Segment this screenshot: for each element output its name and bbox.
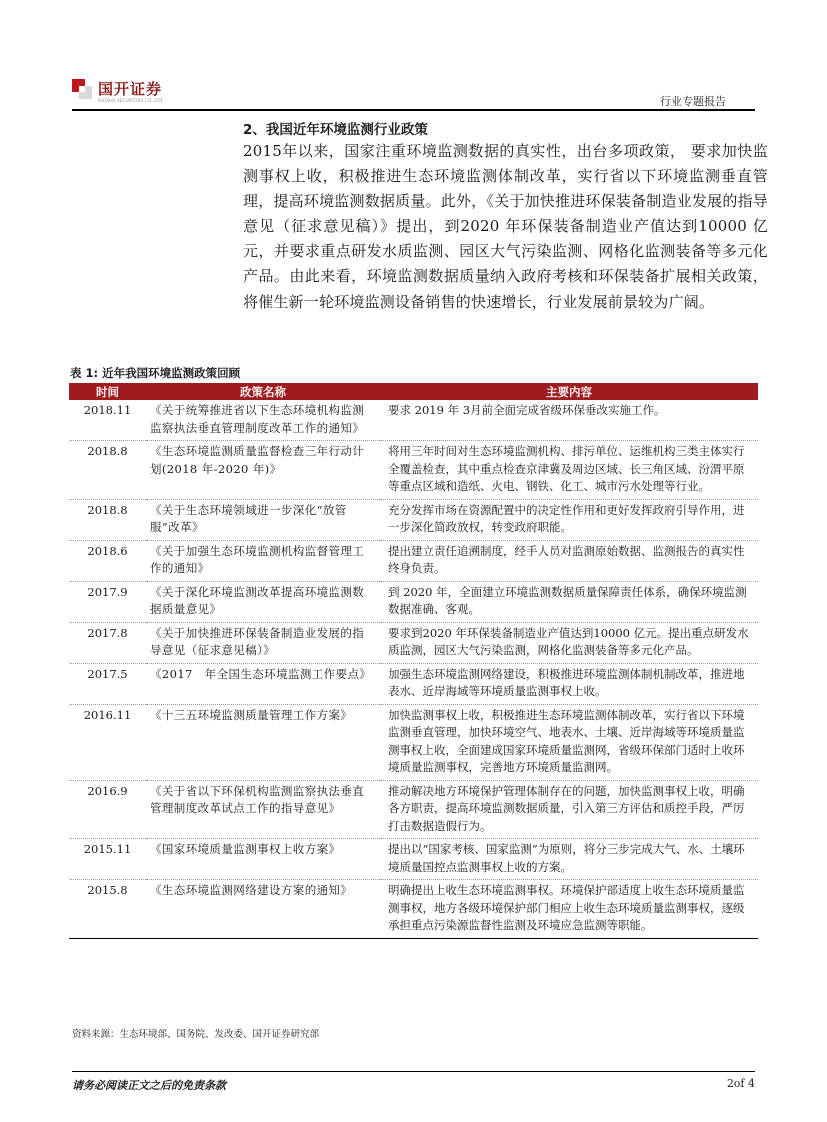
section-title: 2、我国近年环境监测行业政策 xyxy=(243,122,428,138)
table-header-row xyxy=(69,383,758,400)
row-policy-name: 《关于生态环境领域进一步深化“放管服”改革》 xyxy=(146,499,380,540)
table-row xyxy=(69,839,758,880)
logo-mark-icon xyxy=(72,79,92,99)
page-number: 2of 4 xyxy=(726,1077,755,1090)
column-header-content: 主要内容 xyxy=(380,383,758,400)
row-policy-name: 《生态环境监测网络建设方案的通知》 xyxy=(146,880,380,939)
row-time: 2018.6 xyxy=(69,540,146,581)
row-policy-name: 《关于加强生态环境监测机构监督管理工作的通知》 xyxy=(146,540,380,581)
row-time: 2015.8 xyxy=(69,880,146,939)
row-time: 2015.11 xyxy=(69,839,146,880)
table-row xyxy=(69,704,758,780)
row-content: 要求 2019 年 3月前全面完成省级环保垂改实施工作。 xyxy=(380,400,758,441)
row-time: 2018.8 xyxy=(69,499,146,540)
table-row xyxy=(69,622,758,663)
row-content: 提出以“国家考核、国家监测”为原则，将分三步完成大气、水、土壤环境质量国控点监测事权上收的方案。 xyxy=(380,839,758,880)
row-policy-name: 《关于深化环境监测改革提高环境监测数据质量意见》 xyxy=(146,581,380,622)
table-row xyxy=(69,581,758,622)
footer-rule xyxy=(72,1071,755,1072)
row-content: 要求到2020 年环保装备制造业产值达到10000 亿元。提出重点研发水质监测，园区大气污染监测，网格化监测装备等多元化产品。 xyxy=(380,622,758,663)
policy-table xyxy=(69,383,758,939)
table-row xyxy=(69,780,758,839)
table-row xyxy=(69,663,758,704)
table-row xyxy=(69,400,758,441)
table-source: 资料来源：生态环境部、国务院、发改委、国开证券研究部 xyxy=(72,1029,320,1040)
column-header-policy: 政策名称 xyxy=(146,383,380,400)
row-policy-name: 《关于统筹推进省以下生态环境机构监测监察执法垂直管理制度改革工作的通知》 xyxy=(146,400,380,441)
row-content: 推动解决地方环境保护管理体制存在的问题，加快监测事权上收，明确各方职责，提高环境监测数据质量，引入第三方评估和质控手段，严厉打击数据造假行为。 xyxy=(380,780,758,839)
table-row xyxy=(69,880,758,939)
row-time: 2016.11 xyxy=(69,704,146,780)
row-time: 2018.8 xyxy=(69,441,146,500)
body-paragraph: 2015年以来，国家注重环境监测数据的真实性，出台多项政策， 要求加快监测事权上收，积极推进生态环境监测体制改革，实行省以下环境监测垂直管理，提高环境监测数据质量。此外，《关于加快推进环保装备制造业发展的指导意见（征求意见稿）》提出，到2020 年环保装备制造业产值达到10000 亿元，并要求重点研发水质监测、园区大气污染监测、网格化监测装备等多元化产品。由此来看，环境监测数据质量纳入政府考核和环保装备扩展相关政策，将催生新一轮环境监测设备销售的快速增长，行业发展前景较为广阔。 xyxy=(243,142,768,311)
table-row xyxy=(69,499,758,540)
column-header-time: 时间 xyxy=(69,383,146,400)
row-time: 2018.11 xyxy=(69,400,146,441)
row-time: 2017.5 xyxy=(69,663,146,704)
row-policy-name: 《生态环境监测质量监督检查三年行动计划(2018 年-2020 年)》 xyxy=(146,441,380,500)
company-logo xyxy=(72,78,162,99)
table-row xyxy=(69,441,758,500)
row-policy-name: 《2017 年全国生态环境监测工作要点》 xyxy=(146,663,380,704)
row-content: 加强生态环境监测网络建设，积极推进环境监测体制机制改革，推进地表水、近岸海域等环境质量监测事权上收。 xyxy=(380,663,758,704)
row-time: 2016.9 xyxy=(69,780,146,839)
logo-subtitle: GUOKAI SECURITIES CO.,LTD. xyxy=(98,98,165,103)
disclaimer-link[interactable]: 请务必阅读正文之后的免责条款 xyxy=(72,1079,226,1092)
row-content: 充分发挥市场在资源配置中的决定性作用和更好发挥政府引导作用，进一步深化简政放权，转变政府职能。 xyxy=(380,499,758,540)
row-content: 明确提出上收生态环境监测事权。环境保护部适度上收生态环境质量监测事权，地方各级环境保护部门相应上收生态环境质量监测事权，逐级承担重点污染源监督性监测及环境应急监测等职能。 xyxy=(380,880,758,939)
header-rule xyxy=(72,109,755,111)
report-type: 行业专题报告 xyxy=(660,95,726,108)
row-policy-name: 《国家环境质量监测事权上收方案》 xyxy=(146,839,380,880)
row-policy-name: 《关于加快推进环保装备制造业发展的指导意见（征求意见稿）》 xyxy=(146,622,380,663)
row-content: 将用三年时间对生态环境监测机构、排污单位、运维机构三类主体实行全覆盖检查，其中重点检查京津冀及周边区域、长三角区域、汾渭平原等重点区域和造纸、火电、钢铁、化工、城市污水处理等行业。 xyxy=(380,441,758,500)
row-content: 到 2020 年，全面建立环境监测数据质量保障责任体系，确保环境监测数据准确、客观。 xyxy=(380,581,758,622)
logo-text: 国开证券 xyxy=(98,80,163,98)
row-time: 2017.8 xyxy=(69,622,146,663)
table-title: 表 1: 近年我国环境监测政策回顾 xyxy=(70,366,241,380)
table-row xyxy=(69,540,758,581)
row-content: 提出建立责任追溯制度，经手人员对监测原始数据、监测报告的真实性终身负责。 xyxy=(380,540,758,581)
row-time: 2017.9 xyxy=(69,581,146,622)
row-policy-name: 《关于省以下环保机构监测监察执法垂直管理制度改革试点工作的指导意见》 xyxy=(146,780,380,839)
row-content: 加快监测事权上收，积极推进生态环境监测体制改革，实行省以下环境监测垂直管理，加快环境空气、地表水、土壤、近岸海域等环境质量监测事权上收，全面建成国家环境质量监测网，省级环保部门适时上收环境质量监测事权，完善地方环境质量监测网。 xyxy=(380,704,758,780)
row-policy-name: 《十三五环境监测质量管理工作方案》 xyxy=(146,704,380,780)
